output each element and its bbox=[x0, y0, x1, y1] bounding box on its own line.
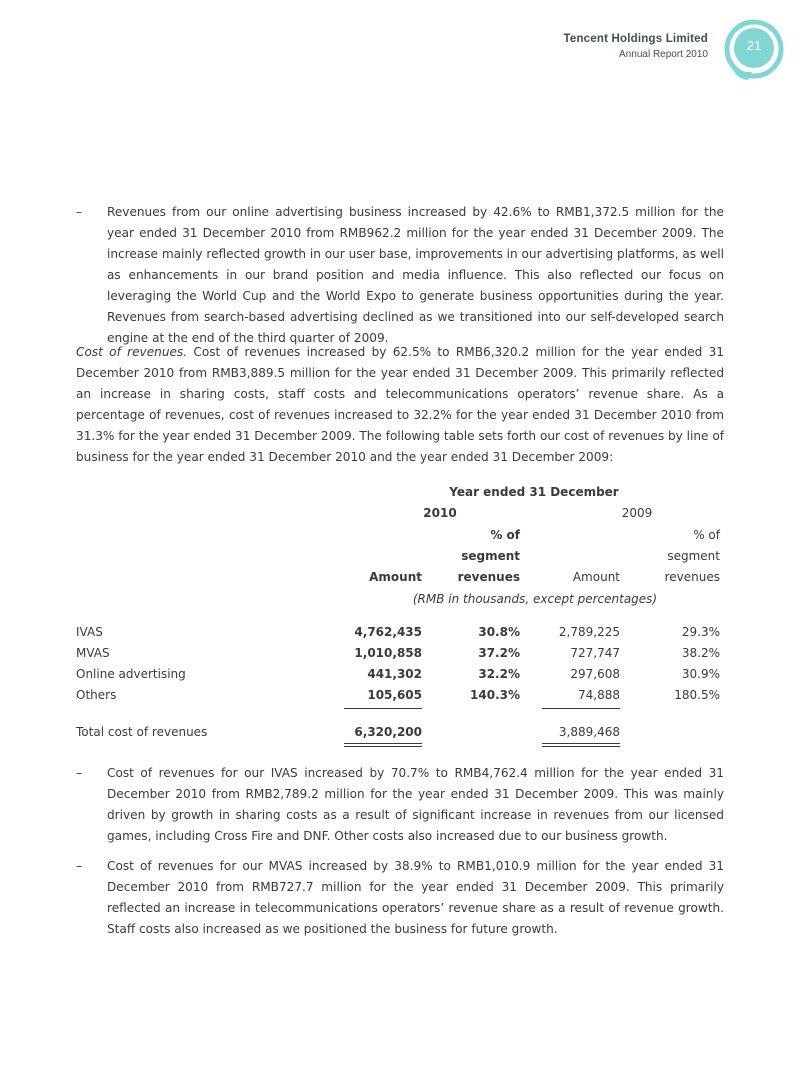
mvas-cost-bullet bbox=[76, 856, 724, 940]
pct-header-2010-line1: % of bbox=[490, 528, 520, 542]
bullet-text: Cost of revenues for our MVAS increased by 38.9% to RMB1,010.9 million for the year ended 31 December 2010 from RMB727.7 million for the year ended 31 December 2009. This primarily reflected an increase in telecommunications operators’ revenue share as a result of revenue growth. Staff costs also increased as we positioned the business for future growth. bbox=[107, 859, 724, 936]
total-label: Total cost of revenues bbox=[76, 725, 208, 739]
bullet-dash: – bbox=[76, 766, 83, 780]
total-amount-2010: 6,320,200 bbox=[354, 725, 422, 739]
row-amount-2010: 441,302 bbox=[367, 667, 422, 681]
pct-header-2009-line3: revenues bbox=[664, 570, 720, 584]
bullet-dash: – bbox=[76, 205, 83, 219]
ivas-cost-bullet bbox=[76, 763, 724, 847]
row-pct-2010: 30.8% bbox=[478, 625, 520, 639]
year-2009-header: 2009 bbox=[621, 506, 653, 520]
pct-header-2010-line2: segment bbox=[461, 549, 520, 563]
pct-header-2009-line1: % of bbox=[693, 528, 720, 542]
row-pct-2009: 180.5% bbox=[674, 688, 720, 702]
cost-of-revenues-paragraph bbox=[76, 342, 724, 468]
row-label: Online advertising bbox=[76, 667, 186, 681]
row-pct-2010: 37.2% bbox=[478, 646, 520, 660]
units-note: (RMB in thousands, except percentages) bbox=[412, 592, 658, 606]
total-rule-2010-bottom bbox=[344, 746, 422, 747]
amount-header-2010: Amount bbox=[369, 570, 422, 584]
year-2010-header: 2010 bbox=[423, 506, 457, 520]
row-amount-2009: 74,888 bbox=[578, 688, 620, 702]
paragraph-lead: Cost of revenues. bbox=[76, 345, 188, 359]
row-label: MVAS bbox=[76, 646, 110, 660]
pct-header-2010-line3: revenues bbox=[457, 570, 520, 584]
row-amount-2010: 1,010,858 bbox=[354, 646, 422, 660]
row-pct-2010: 140.3% bbox=[470, 688, 520, 702]
row-amount-2009: 2,789,225 bbox=[558, 625, 620, 639]
row-pct-2009: 30.9% bbox=[681, 667, 720, 681]
online-advertising-bullet bbox=[76, 202, 724, 349]
row-amount-2010: 105,605 bbox=[367, 688, 422, 702]
paragraph-text: Cost of revenues increased by 62.5% to RMB6,320.2 million for the year ended 31 December 2010 from RMB3,889.5 million for the year ended 31 December 2009. This primarily reflected an increase in sharing costs, staff costs and telecommunications operators’ revenue share. As a percentage of revenues, cost of revenues increased to 32.2% for the year ended 31 December 2010 from 31.3% for the year ended 31 December 2009. The following table sets forth our cost of revenues by line of business for the year ended 31 December 2010 and the year ended 31 December 2009: bbox=[76, 345, 724, 464]
total-rule-2010-top bbox=[344, 743, 422, 744]
subtotal-rule-2010 bbox=[344, 708, 422, 709]
row-label: Others bbox=[76, 688, 117, 702]
report-title: Annual Report 2010 bbox=[619, 49, 708, 60]
bullet-text: Cost of revenues for our IVAS increased by 70.7% to RMB4,762.4 million for the year ended 31 December 2010 from RMB2,789.2 million for the year ended 31 December 2009. This was mainly driven by growth in sharing costs as a result of significant increase in revenues from our licensed games, including Cross Fire and DNF. Other costs also increased due to our business growth. bbox=[107, 766, 724, 843]
page-number: 21 bbox=[746, 38, 762, 53]
row-pct-2010: 32.2% bbox=[478, 667, 520, 681]
bullet-dash: – bbox=[76, 859, 83, 873]
row-amount-2009: 297,608 bbox=[570, 667, 620, 681]
amount-header-2009: Amount bbox=[572, 570, 620, 584]
row-label: IVAS bbox=[76, 625, 103, 639]
total-rule-2009-bottom bbox=[542, 746, 620, 747]
total-rule-2009-top bbox=[542, 743, 620, 744]
row-amount-2010: 4,762,435 bbox=[354, 625, 422, 639]
subtotal-rule-2009 bbox=[542, 708, 620, 709]
total-amount-2009: 3,889,468 bbox=[558, 725, 620, 739]
row-pct-2009: 29.3% bbox=[681, 625, 720, 639]
row-pct-2009: 38.2% bbox=[681, 646, 720, 660]
row-amount-2009: 727,747 bbox=[570, 646, 620, 660]
pct-header-2009-line2: segment bbox=[667, 549, 720, 563]
period-header: Year ended 31 December bbox=[449, 485, 619, 499]
company-name: Tencent Holdings Limited bbox=[563, 33, 708, 45]
bullet-text: Revenues from our online advertising business increased by 42.6% to RMB1,372.5 million for the year ended 31 December 2010 from RMB962.2 million for the year ended 31 December 2009. The increase mainly reflected growth in our user base, improvements in our advertising platforms, as well as enhancements in our brand position and media influence. This also reflected our focus on leveraging the World Cup and the World Expo to generate business opportunities during the year. Revenues from search-based advertising declined as we transitioned into our self-developed search engine at the end of the third quarter of 2009. bbox=[107, 205, 724, 345]
